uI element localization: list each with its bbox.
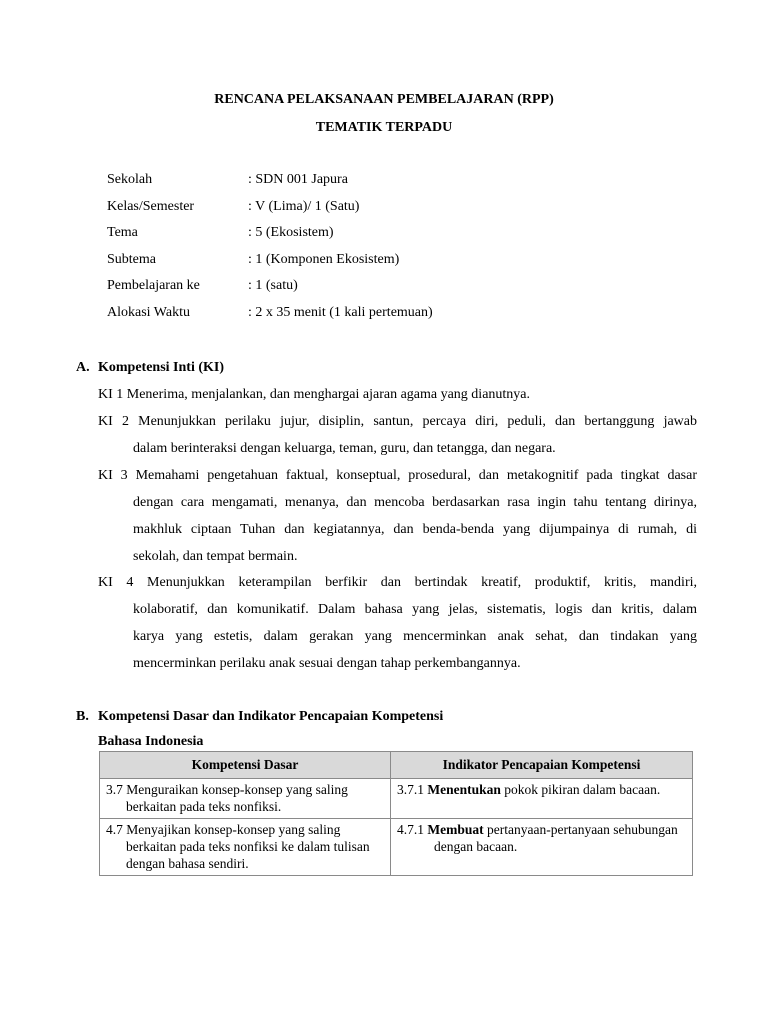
identity-label: Tema	[107, 225, 138, 241]
identity-row	[107, 277, 707, 304]
indicator-verb: Membuat	[427, 822, 484, 837]
ki-3-line: dengan cara mengamati, menanya, dan mencoba berdasarkan rasa ingin tahu tentang dirinya,	[133, 495, 697, 510]
identity-label: Pembelajaran ke	[107, 278, 200, 294]
indicator-text	[397, 821, 686, 855]
identity-label: Alokasi Waktu	[107, 304, 190, 320]
identity-row	[107, 304, 707, 331]
table-cell	[100, 779, 391, 819]
ki-3-line: KI 3 Memahami pengetahuan faktual, konseptual, prosedural, dan metakognitif pada tingkat dasar	[98, 468, 697, 483]
ki-2-paragraph	[98, 408, 697, 462]
table-cell	[391, 779, 693, 819]
table-row	[100, 779, 693, 819]
table-cell	[391, 819, 693, 876]
identity-block	[107, 171, 707, 331]
identity-row	[107, 224, 707, 251]
column-header: Indikator Pencapaian Kompetensi	[391, 752, 693, 779]
ki-4-line: mencerminkan perilaku anak sesuai dengan tahap perkembangannya.	[133, 656, 521, 671]
identity-row	[107, 171, 707, 198]
identity-row	[107, 251, 707, 278]
ki-1-text: KI 1 Menerima, menjalankan, dan menghargai ajaran agama yang dianutnya.	[98, 387, 531, 402]
ki-3-line: makhluk ciptaan Tuhan dan kegiatannya, dan benda-benda yang dijumpainya di rumah, di	[133, 522, 697, 537]
competency-table	[99, 751, 693, 876]
indicator-text	[397, 781, 686, 798]
indicator-rest: pertanyaan-pertanyaan sehubungan dengan bacaan.	[434, 822, 678, 854]
document-title: RENCANA PELAKSANAAN PEMBELAJARAN (RPP)	[214, 92, 554, 107]
identity-label: Sekolah	[107, 172, 153, 187]
identity-value: : 1 (satu)	[248, 278, 298, 294]
identity-value: : 2 x 35 menit (1 kali pertemuan)	[248, 304, 433, 320]
identity-value: : V (Lima)/ 1 (Satu)	[248, 198, 360, 214]
kd-text: 4.7 Menyajikan konsep-konsep yang saling berkaitan pada teks nonfiksi ke dalam tulisan dengan bahasa sendiri.	[106, 822, 370, 871]
table-header-row	[100, 752, 693, 779]
section-a-letter: A.	[76, 360, 90, 375]
ki-4-line: KI 4 Menunjukkan keterampilan berfikir dan bertindak kreatif, produktif, kritis, mandiri,	[98, 575, 697, 590]
indicator-number: 3.7.1	[397, 782, 424, 797]
ki-2-line: KI 2 Menunjukkan perilaku jujur, disiplin, santun, percaya diri, peduli, dan bertanggung jawab	[98, 414, 697, 429]
indicator-number: 4.7.1	[397, 822, 424, 837]
ki-4-line: karya yang estetis, dalam gerakan yang mencerminkan anak sehat, dan tindakan yang	[133, 629, 697, 644]
ki-3-paragraph	[98, 462, 697, 570]
ki-4-line: kolaboratif, dan komunikatif. Dalam bahasa yang jelas, sistematis, logis dan kritis, dalam	[133, 602, 697, 617]
section-b-heading	[76, 708, 443, 726]
ki-2-line: dalam berinteraksi dengan keluarga, teman, guru, dan tetangga, dan negara.	[133, 441, 556, 456]
ki-1-paragraph	[98, 381, 697, 408]
identity-row	[107, 198, 707, 225]
indicator-verb: Menentukan	[427, 782, 501, 797]
document-subtitle: TEMATIK TERPADU	[315, 120, 453, 135]
identity-value: : SDN 001 Japura	[248, 172, 348, 187]
identity-value: : 1 (Komponen Ekosistem)	[248, 251, 400, 267]
section-a-title: Kompetensi Inti (KI)	[98, 360, 224, 375]
identity-label: Kelas/Semester	[107, 198, 195, 214]
table-row	[100, 819, 693, 876]
column-header: Kompetensi Dasar	[100, 752, 391, 779]
ki-3-line: sekolah, dan tempat bermain.	[133, 549, 298, 564]
section-b-title: Kompetensi Dasar dan Indikator Pencapaian Kompetensi	[98, 709, 444, 724]
subject-heading: Bahasa Indonesia	[98, 734, 204, 749]
section-a-heading	[76, 359, 224, 377]
kd-text: 3.7 Menguraikan konsep-konsep yang saling berkaitan pada teks nonfiksi.	[106, 782, 348, 814]
identity-label: Subtema	[107, 251, 156, 267]
identity-value: : 5 (Ekosistem)	[248, 225, 334, 241]
ki-4-paragraph	[98, 569, 697, 677]
table-cell	[100, 819, 391, 876]
section-b-letter: B.	[76, 709, 89, 724]
indicator-rest: pokok pikiran dalam bacaan.	[504, 782, 661, 797]
